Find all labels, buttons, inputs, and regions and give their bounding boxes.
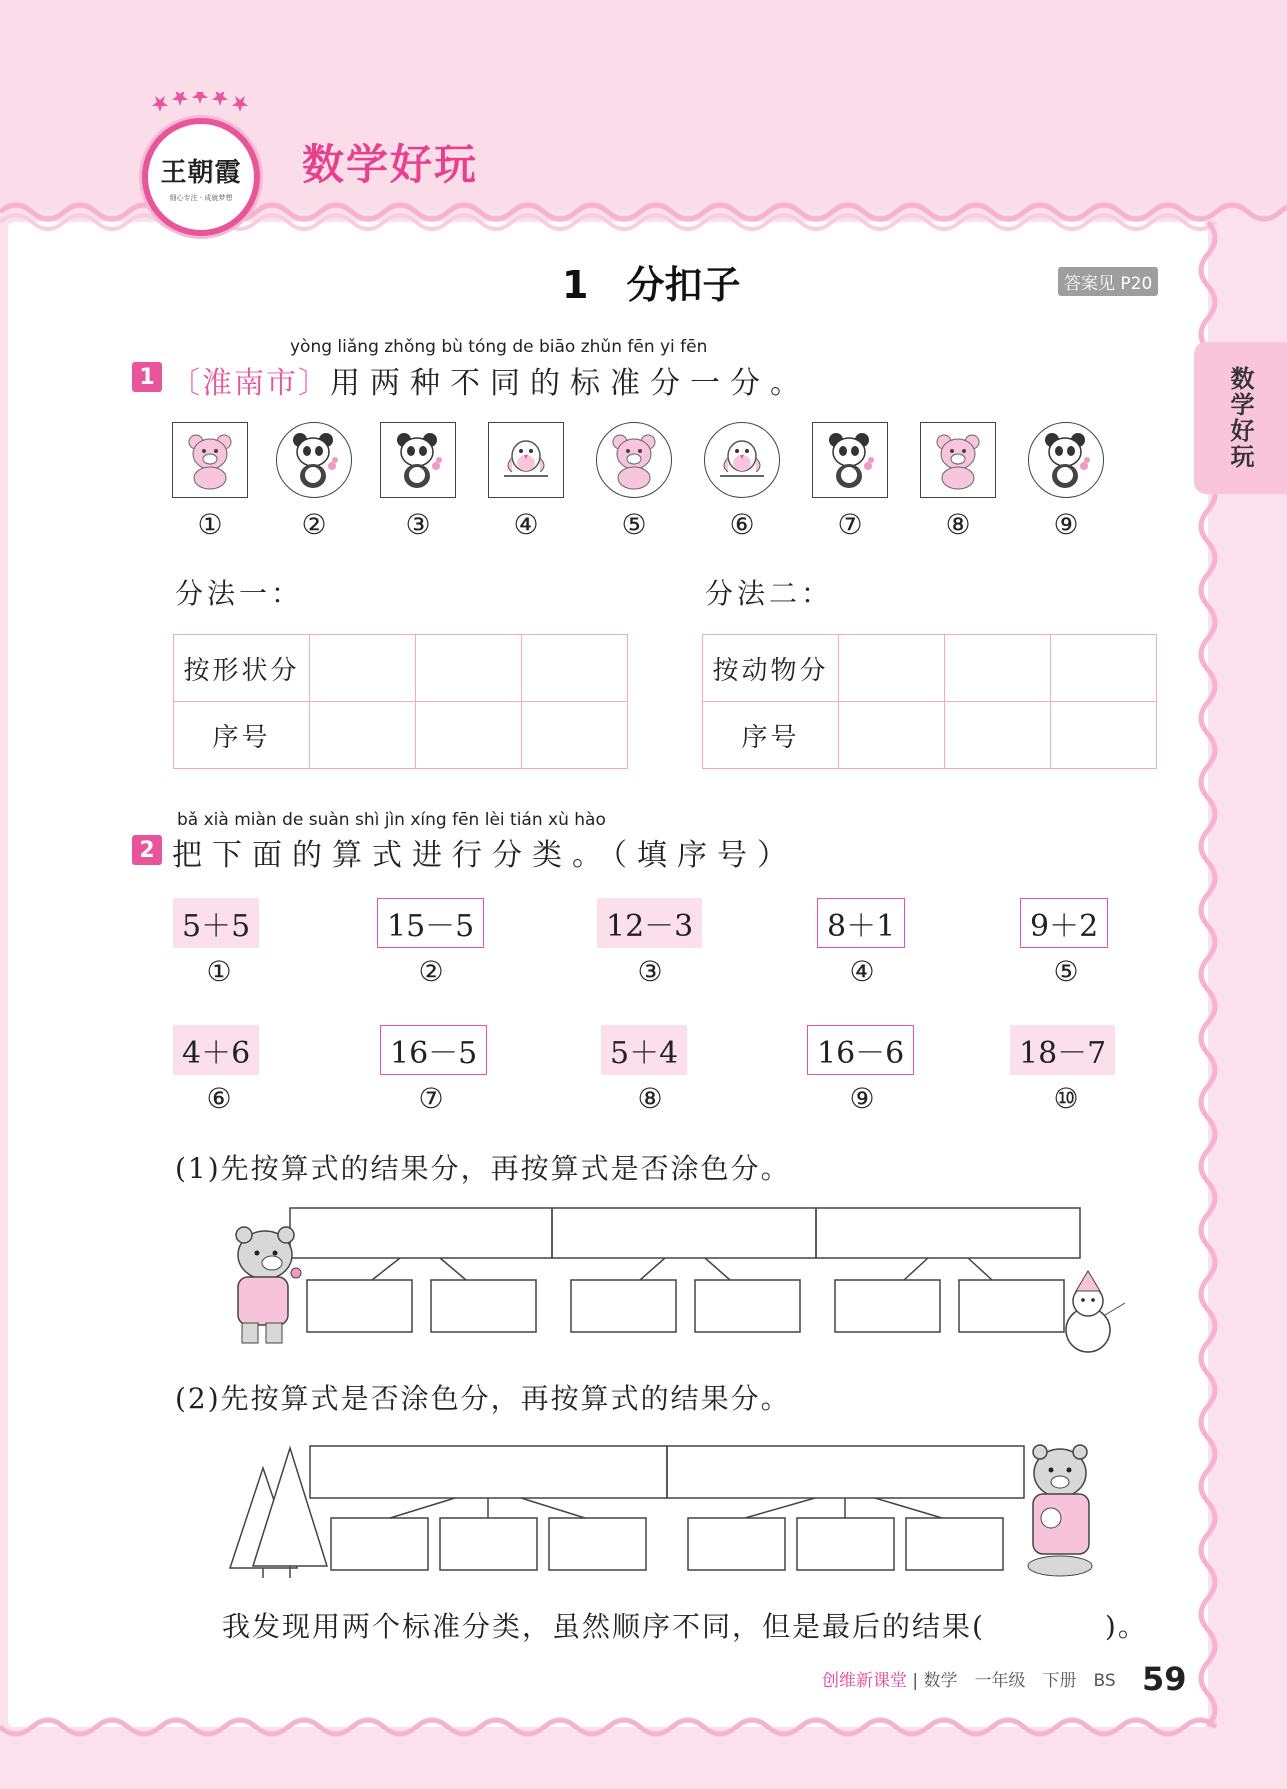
expression: 12－3 bbox=[597, 898, 702, 948]
button-item-number: ⑥ bbox=[729, 508, 755, 541]
expression: 15－5 bbox=[377, 898, 484, 948]
expression-number: ⑦ bbox=[418, 1082, 444, 1115]
q1-text: 用两种不同的标准分一分。 bbox=[330, 366, 810, 401]
button-item-square-panda bbox=[812, 422, 888, 498]
button-item-number: ③ bbox=[405, 508, 431, 541]
method1-cell[interactable] bbox=[522, 702, 628, 769]
q1-number: 1 bbox=[132, 362, 162, 392]
footer bbox=[822, 1666, 1116, 1691]
button-item-square-bear bbox=[920, 422, 996, 498]
answer-reference-badge: 答案见 P20 bbox=[1058, 267, 1158, 296]
bear-icon bbox=[182, 430, 238, 490]
expression: 5＋4 bbox=[601, 1025, 687, 1075]
method1-cell[interactable] bbox=[522, 635, 628, 702]
conclusion-sentence: 我发现用两个标准分类，虽然顺序不同，但是最后的结果( )。 bbox=[222, 1610, 1148, 1643]
method1-table bbox=[173, 634, 628, 769]
tree1-sub-box[interactable] bbox=[307, 1280, 412, 1332]
button-item-circle-panda bbox=[276, 422, 352, 498]
method2-cell[interactable] bbox=[839, 702, 945, 769]
sub-question-2: (2)先按算式是否涂色分，再按算式的结果分。 bbox=[175, 1382, 791, 1415]
tree1-top-box[interactable] bbox=[290, 1208, 552, 1258]
button-item-square-bird bbox=[488, 422, 564, 498]
panda-icon bbox=[286, 430, 342, 490]
expression-number: ⑨ bbox=[849, 1082, 875, 1115]
footer-brand: 创维新课堂 bbox=[822, 1671, 907, 1691]
panda-icon bbox=[822, 430, 878, 490]
method1-cell[interactable] bbox=[416, 702, 522, 769]
tree1-sub-box[interactable] bbox=[959, 1280, 1064, 1332]
expression-number: ④ bbox=[849, 955, 875, 988]
button-item-number: ① bbox=[197, 508, 223, 541]
bird-icon bbox=[714, 430, 770, 490]
q1-prompt bbox=[170, 358, 810, 402]
button-item-square-bear bbox=[172, 422, 248, 498]
q2-number: 2 bbox=[132, 835, 162, 865]
method2-cell[interactable] bbox=[1051, 635, 1157, 702]
method2-cell[interactable] bbox=[839, 635, 945, 702]
tree2-sub-box[interactable] bbox=[797, 1518, 894, 1570]
pine-trees-icon bbox=[230, 1448, 327, 1578]
button-items-row bbox=[172, 422, 1112, 542]
expression-number: ③ bbox=[637, 955, 663, 988]
button-item-number: ④ bbox=[513, 508, 539, 541]
bird-icon bbox=[498, 430, 554, 490]
expression: 5＋5 bbox=[173, 898, 259, 948]
expression: 8＋1 bbox=[817, 898, 905, 948]
tree1-top-box[interactable] bbox=[816, 1208, 1080, 1258]
lesson-title: 1 分扣子 bbox=[562, 263, 741, 307]
footer-divider: | bbox=[912, 1671, 924, 1691]
logo-subtitle: 细心专注 · 成就梦想 bbox=[169, 193, 233, 202]
expression-number: ② bbox=[418, 955, 444, 988]
tree1-sub-box[interactable] bbox=[571, 1280, 676, 1332]
panda-icon bbox=[390, 430, 446, 490]
brand-logo bbox=[142, 118, 260, 236]
tree2-sub-box[interactable] bbox=[331, 1518, 428, 1570]
expression: 16－6 bbox=[807, 1025, 914, 1075]
method2-row2-header: 序号 bbox=[703, 702, 839, 769]
method1-label: 分法一： bbox=[175, 577, 304, 610]
button-item-number: ② bbox=[301, 508, 327, 541]
method2-cell[interactable] bbox=[1051, 702, 1157, 769]
tree2-top-box[interactable] bbox=[667, 1446, 1024, 1498]
method2-cell[interactable] bbox=[945, 635, 1051, 702]
expression: 4＋6 bbox=[173, 1025, 259, 1075]
tree2-sub-box[interactable] bbox=[688, 1518, 785, 1570]
bear-icon bbox=[606, 430, 662, 490]
panda-icon bbox=[1038, 430, 1094, 490]
q1-region: 〔淮南市〕 bbox=[170, 366, 330, 401]
expression: 9＋2 bbox=[1020, 898, 1108, 948]
button-item-number: ⑤ bbox=[621, 508, 647, 541]
method2-cell[interactable] bbox=[945, 702, 1051, 769]
tree2-top-box[interactable] bbox=[310, 1446, 667, 1498]
snowman-illustration-icon bbox=[1066, 1271, 1125, 1352]
classification-tree-1 bbox=[220, 1205, 1140, 1355]
classification-tree-2 bbox=[225, 1438, 1125, 1588]
tree1-sub-box[interactable] bbox=[695, 1280, 800, 1332]
method1-cell[interactable] bbox=[310, 702, 416, 769]
q2-pinyin: bǎ xià miàn de suàn shì jìn xíng fēn lèi tián xù hào bbox=[177, 810, 606, 830]
tree2-sub-box[interactable] bbox=[549, 1518, 646, 1570]
expression: 16－5 bbox=[380, 1025, 487, 1075]
expression-number: ⑥ bbox=[206, 1082, 232, 1115]
method1-cell[interactable] bbox=[416, 635, 522, 702]
expression: 18－7 bbox=[1010, 1025, 1115, 1075]
logo-name: 王朝霞 bbox=[160, 157, 242, 188]
button-item-circle-bear bbox=[596, 422, 672, 498]
method2-label: 分法二： bbox=[705, 577, 834, 610]
bear-icon bbox=[930, 430, 986, 490]
tree1-top-box[interactable] bbox=[552, 1208, 816, 1258]
button-item-circle-bird bbox=[704, 422, 780, 498]
method2-table bbox=[702, 634, 1157, 769]
q2-text: 把下面的算式进行分类。（填序号） bbox=[172, 838, 797, 873]
tree1-sub-box[interactable] bbox=[835, 1280, 940, 1332]
side-tab-label: 数学好玩 bbox=[1226, 366, 1254, 470]
q1-pinyin: yòng liǎng zhǒng bù tóng de biāo zhǔn fēn yi fēn bbox=[290, 337, 708, 357]
button-item-square-panda bbox=[380, 422, 456, 498]
bear-illustration-icon bbox=[236, 1227, 301, 1343]
expression-number: ⑤ bbox=[1053, 955, 1079, 988]
button-item-circle-panda bbox=[1028, 422, 1104, 498]
page-number: 59 bbox=[1142, 1660, 1187, 1698]
method1-row2-header: 序号 bbox=[174, 702, 310, 769]
section-title: 数学好玩 bbox=[302, 140, 479, 189]
footer-info: 数学 一年级 下册 BS bbox=[923, 1671, 1116, 1691]
expression-number: ⑧ bbox=[637, 1082, 663, 1115]
tree1-sub-box[interactable] bbox=[431, 1280, 536, 1332]
method1-cell[interactable] bbox=[310, 635, 416, 702]
method2-row1-header: 按动物分 bbox=[703, 635, 839, 702]
expression-number: ① bbox=[206, 955, 232, 988]
tree2-sub-box[interactable] bbox=[440, 1518, 537, 1570]
tree2-sub-box[interactable] bbox=[906, 1518, 1003, 1570]
button-item-number: ⑦ bbox=[837, 508, 863, 541]
sub-question-1: (1)先按算式的结果分，再按算式是否涂色分。 bbox=[175, 1152, 791, 1185]
expression-number: ⑩ bbox=[1053, 1082, 1079, 1115]
button-item-number: ⑨ bbox=[1053, 508, 1079, 541]
bear-with-snowman-icon bbox=[1028, 1445, 1092, 1576]
side-tab[interactable] bbox=[1194, 342, 1287, 494]
button-item-number: ⑧ bbox=[945, 508, 971, 541]
method1-row1-header: 按形状分 bbox=[174, 635, 310, 702]
